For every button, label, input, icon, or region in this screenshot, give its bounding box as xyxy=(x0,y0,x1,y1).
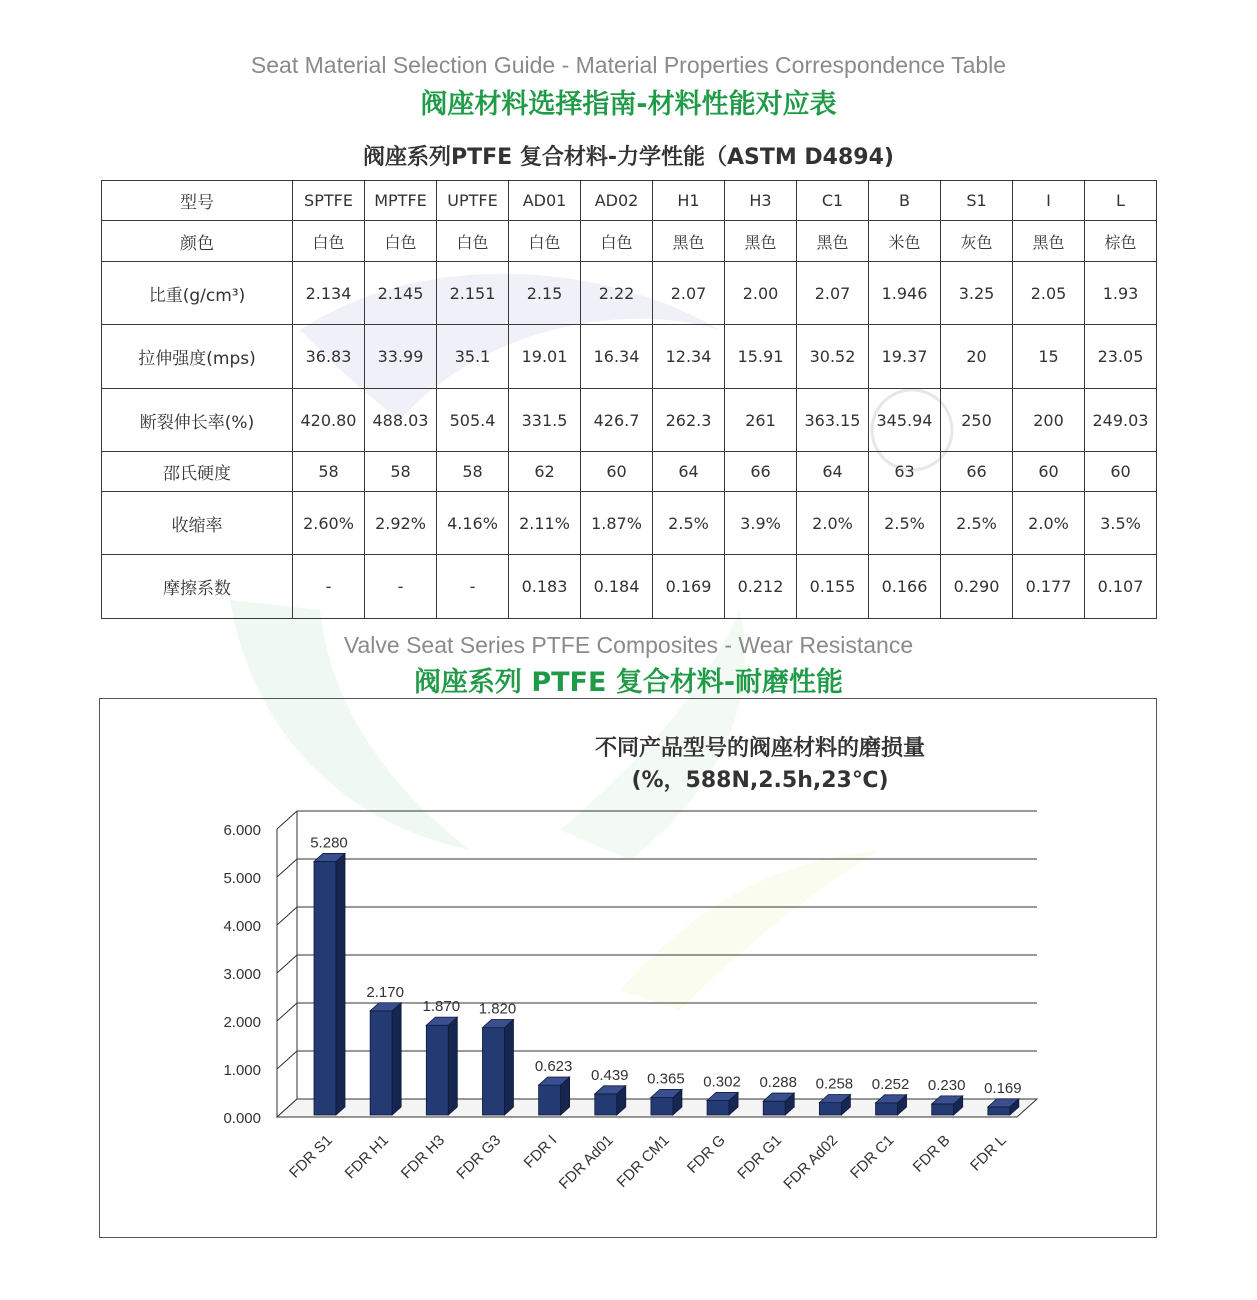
table-cell: 262.3 xyxy=(653,389,725,452)
data-label: 0.258 xyxy=(815,1075,854,1093)
bar xyxy=(819,1103,841,1115)
table-cell: - xyxy=(437,555,509,619)
table-cell: 15.91 xyxy=(725,325,797,389)
data-label: 0.365 xyxy=(647,1070,685,1088)
table-cell: 2.00 xyxy=(725,262,797,325)
bar-side xyxy=(504,1020,513,1115)
table-cell: 58 xyxy=(365,452,437,492)
table-cell: 白色 xyxy=(365,221,437,262)
table-cell: 2.0% xyxy=(1013,492,1085,555)
table-cell: 0.290 xyxy=(941,555,1013,619)
bar xyxy=(314,862,336,1115)
table-cell: 1.93 xyxy=(1085,262,1157,325)
table-cell: 2.15 xyxy=(509,262,581,325)
table-cell: 白色 xyxy=(581,221,653,262)
bar-side xyxy=(392,1003,401,1115)
table-cell: L xyxy=(1085,181,1157,221)
table-cell: 米色 xyxy=(869,221,941,262)
x-tick-label: FDR S1 xyxy=(286,1131,336,1182)
x-tick-label: FDR L xyxy=(967,1131,1010,1175)
wear-title-cn: 阀座系列 PTFE 复合材料-耐磨性能 xyxy=(413,667,844,698)
row-label: 颜色 xyxy=(102,221,293,262)
y-tick-label: 6.000 xyxy=(223,822,261,839)
table-row xyxy=(102,221,1157,262)
table-cell: 4.16% xyxy=(437,492,509,555)
table-cell: 249.03 xyxy=(1085,389,1157,452)
data-label: 1.820 xyxy=(478,1000,517,1018)
table-row xyxy=(102,492,1157,555)
table-cell: 12.34 xyxy=(653,325,725,389)
table-cell: 66 xyxy=(725,452,797,492)
wear-chart xyxy=(99,698,1157,1238)
chart-subtitle: (%，588N,2.5h,23℃) xyxy=(631,768,889,793)
table-cell: 2.145 xyxy=(365,262,437,325)
table-cell: 棕色 xyxy=(1085,221,1157,262)
table-cell: 白色 xyxy=(437,221,509,262)
chart-title: 不同产品型号的阀座材料的磨损量 xyxy=(594,736,925,761)
table-cell: 0.166 xyxy=(869,555,941,619)
table-cell: 2.60% xyxy=(293,492,365,555)
bar xyxy=(876,1103,898,1115)
bar xyxy=(539,1085,561,1115)
data-label: 0.169 xyxy=(984,1079,1022,1097)
data-label: 1.870 xyxy=(422,998,461,1016)
table-cell: 0.184 xyxy=(581,555,653,619)
x-tick-label: FDR B xyxy=(909,1131,954,1176)
table-cell: 0.212 xyxy=(725,555,797,619)
x-tick-label: FDR CM1 xyxy=(613,1131,673,1191)
table-cell: 2.05 xyxy=(1013,262,1085,325)
bar xyxy=(932,1104,954,1115)
page-title-en: Seat Material Selection Guide - Material Properties Correspondence Table xyxy=(250,52,1007,78)
row-label: 断裂伸长率(%) xyxy=(102,389,293,452)
table-title: 阀座系列PTFE 复合材料-力学性能（ASTM D4894) xyxy=(363,145,894,170)
x-tick-label: FDR Ad02 xyxy=(780,1131,842,1193)
data-label: 0.252 xyxy=(871,1075,910,1093)
data-label: 5.280 xyxy=(310,834,348,852)
table-cell: MPTFE xyxy=(365,181,437,221)
y-tick-label: 1.000 xyxy=(223,1062,261,1079)
table-cell: 58 xyxy=(437,452,509,492)
table-cell: 58 xyxy=(293,452,365,492)
table-cell: 261 xyxy=(725,389,797,452)
y-tick-label: 2.000 xyxy=(223,1014,261,1031)
row-label: 邵氏硬度 xyxy=(102,452,293,492)
table-cell: H3 xyxy=(725,181,797,221)
table-cell: 0.155 xyxy=(797,555,869,619)
table-cell: 30.52 xyxy=(797,325,869,389)
table-cell: 2.11% xyxy=(509,492,581,555)
table-cell: 白色 xyxy=(509,221,581,262)
table-cell: 0.177 xyxy=(1013,555,1085,619)
data-label: 0.623 xyxy=(534,1058,573,1076)
table-cell: 1.87% xyxy=(581,492,653,555)
table-cell: 35.1 xyxy=(437,325,509,389)
row-label: 拉伸强度(mps) xyxy=(102,325,293,389)
table-cell: 1.946 xyxy=(869,262,941,325)
table-cell: 66 xyxy=(941,452,1013,492)
table-cell: 黑色 xyxy=(725,221,797,262)
table-cell: H1 xyxy=(653,181,725,221)
table-cell: 420.80 xyxy=(293,389,365,452)
table-row xyxy=(102,452,1157,492)
data-label: 0.288 xyxy=(759,1074,798,1092)
table-cell: I xyxy=(1013,181,1085,221)
table-cell: AD02 xyxy=(581,181,653,221)
x-tick-label: FDR I xyxy=(520,1131,561,1172)
y-tick-label: 5.000 xyxy=(223,870,261,887)
table-cell: 灰色 xyxy=(941,221,1013,262)
table-cell: 63 xyxy=(869,452,941,492)
y-tick-label: 0.000 xyxy=(223,1110,261,1127)
table-cell: 16.34 xyxy=(581,325,653,389)
table-cell: 0.107 xyxy=(1085,555,1157,619)
table-cell: 15 xyxy=(1013,325,1085,389)
table-cell: 23.05 xyxy=(1085,325,1157,389)
table-cell: - xyxy=(365,555,437,619)
table-cell: 2.07 xyxy=(653,262,725,325)
table-cell: 2.92% xyxy=(365,492,437,555)
table-cell: 19.01 xyxy=(509,325,581,389)
bar xyxy=(482,1028,504,1115)
table-cell: 64 xyxy=(797,452,869,492)
table-cell: 3.25 xyxy=(941,262,1013,325)
bar xyxy=(370,1011,392,1115)
row-label: 收缩率 xyxy=(102,492,293,555)
data-label: 0.230 xyxy=(927,1076,966,1094)
x-tick-label: FDR Ad01 xyxy=(555,1131,617,1193)
gridline-side xyxy=(277,955,297,973)
table-cell: 2.07 xyxy=(797,262,869,325)
table-cell: 36.83 xyxy=(293,325,365,389)
table-cell: 2.151 xyxy=(437,262,509,325)
data-label: 0.302 xyxy=(703,1073,741,1091)
table-cell: 60 xyxy=(581,452,653,492)
table-cell: 黑色 xyxy=(797,221,869,262)
table-row xyxy=(102,555,1157,619)
page-title-cn: 阀座材料选择指南-材料性能对应表 xyxy=(420,89,837,120)
bar xyxy=(595,1094,617,1115)
bar xyxy=(426,1025,448,1115)
y-tick-label: 3.000 xyxy=(223,966,261,983)
gridline-side xyxy=(277,859,297,877)
table-cell: 0.169 xyxy=(653,555,725,619)
table-cell: UPTFE xyxy=(437,181,509,221)
gridline-side xyxy=(277,1051,297,1069)
table-cell: 488.03 xyxy=(365,389,437,452)
table-cell: 2.5% xyxy=(869,492,941,555)
table-cell: 黑色 xyxy=(653,221,725,262)
table-cell: 62 xyxy=(509,452,581,492)
table-cell: SPTFE xyxy=(293,181,365,221)
table-cell: 20 xyxy=(941,325,1013,389)
table-cell: 0.183 xyxy=(509,555,581,619)
gridline-side xyxy=(277,907,297,925)
bar-side xyxy=(336,853,345,1115)
table-cell: 345.94 xyxy=(869,389,941,452)
bar xyxy=(988,1107,1010,1115)
table-cell: 363.15 xyxy=(797,389,869,452)
table-cell: B xyxy=(869,181,941,221)
table-cell: 505.4 xyxy=(437,389,509,452)
wear-title-en: Valve Seat Series PTFE Composites - Wear Resistance xyxy=(343,632,914,658)
table-cell: AD01 xyxy=(509,181,581,221)
data-label: 2.170 xyxy=(366,983,404,1001)
table-cell: 3.9% xyxy=(725,492,797,555)
table-row xyxy=(102,262,1157,325)
table-cell: 2.5% xyxy=(653,492,725,555)
table-cell: 19.37 xyxy=(869,325,941,389)
table-cell: 426.7 xyxy=(581,389,653,452)
table-row xyxy=(102,325,1157,389)
gridline-side xyxy=(277,1003,297,1021)
x-tick-label: FDR G3 xyxy=(453,1131,505,1183)
table-cell: C1 xyxy=(797,181,869,221)
bar xyxy=(651,1097,673,1115)
table-cell: 33.99 xyxy=(365,325,437,389)
table-cell: 250 xyxy=(941,389,1013,452)
table-cell: 2.22 xyxy=(581,262,653,325)
table-cell: 200 xyxy=(1013,389,1085,452)
table-row xyxy=(102,389,1157,452)
gridline-side xyxy=(277,811,297,829)
table-header-row xyxy=(102,181,1157,221)
table-cell: 黑色 xyxy=(1013,221,1085,262)
table-cell: 2.0% xyxy=(797,492,869,555)
row-label: 型号 xyxy=(102,181,293,221)
x-tick-label: FDR C1 xyxy=(847,1131,898,1183)
chart-plot xyxy=(100,699,1156,1237)
table-cell: 60 xyxy=(1013,452,1085,492)
bar-side xyxy=(448,1017,457,1115)
data-label: 0.439 xyxy=(590,1066,629,1084)
table-cell: 331.5 xyxy=(509,389,581,452)
bar xyxy=(763,1101,785,1115)
table-cell: 60 xyxy=(1085,452,1157,492)
row-label: 摩擦系数 xyxy=(102,555,293,619)
x-tick-label: FDR G1 xyxy=(734,1131,786,1183)
table-cell: S1 xyxy=(941,181,1013,221)
table-cell: 2.134 xyxy=(293,262,365,325)
y-tick-label: 4.000 xyxy=(223,918,261,935)
row-label: 比重(g/cm³) xyxy=(102,262,293,325)
table-cell: 2.5% xyxy=(941,492,1013,555)
bar xyxy=(707,1101,729,1115)
x-tick-label: FDR H1 xyxy=(341,1131,392,1183)
x-tick-label: FDR H3 xyxy=(397,1131,449,1183)
x-tick-label: FDR G xyxy=(683,1131,729,1177)
table-cell: 64 xyxy=(653,452,725,492)
table-cell: 3.5% xyxy=(1085,492,1157,555)
properties-table xyxy=(101,180,1157,619)
table-cell: 白色 xyxy=(293,221,365,262)
table-cell: - xyxy=(293,555,365,619)
